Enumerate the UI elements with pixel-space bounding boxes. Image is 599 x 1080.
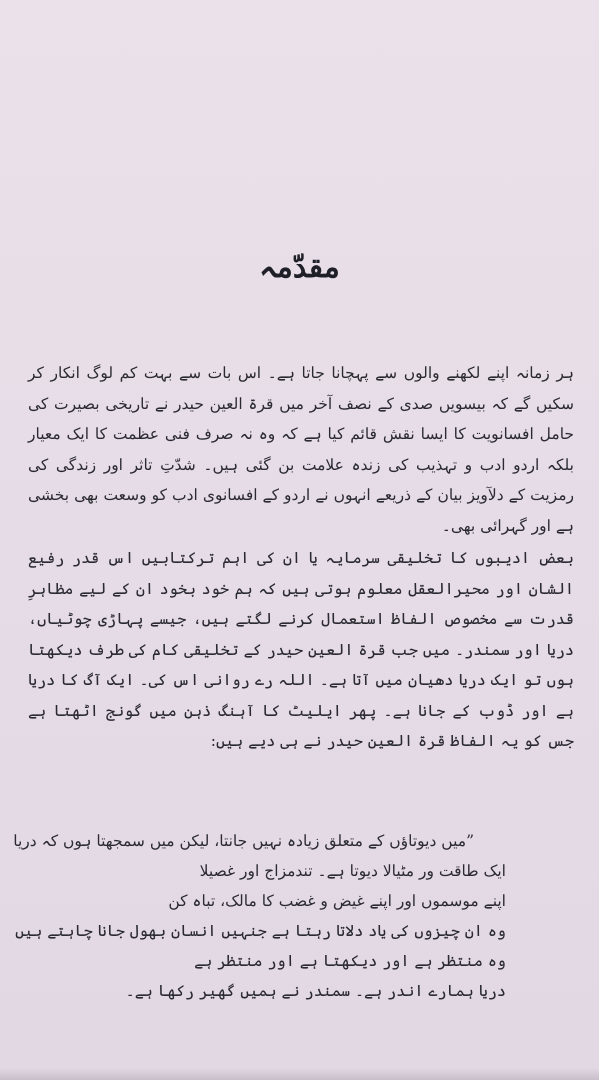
paragraph-2: بعض ادیبوں کا تخلیقی سرمایہ یا ان کی اہم ترکتابیں اس قدر رفیع الشان اور محیرالعقل معلوم ہوتی ہیں کہ ہم خود بخود ان کے لیے مظاہرِ قدرت سے مخصوص الفاظ استعمال کرنے لگتے ہیں، جیسے پہاڑی چوٹیاں، دریا اور سمندر۔ میں جب قرۃ العین حیدر کے تخلیقی کام کی طرف دیکھتا ہوں تو ایک دریا دھیان میں آتا ہے۔ اللہ رے روانی اس کی۔ ایک آگ کا دریا ہے اور ڈوب کے جانا ہے۔ پھر ایلیٹ کا آہنگ ذہن میں گونج اٹھتا ہے جس کو یہ الفاظ قرۃ العین حیدر نے ہی دیے ہیں:: [28, 549, 574, 750]
poem-line: ایک طاقت ور مٹیالا دیوتا ہے۔ تندمزاج اور غصیلا: [199, 862, 506, 880]
poem-line: اپنے موسموں اور اپنے غیض و غضب کا مالک، تباہ کن: [168, 892, 506, 910]
poem-line: وہ منتظر ہے اور دیکھتا ہے اور منتظر ہے: [194, 952, 506, 970]
poem-line: ”میں دیوتاؤں کے متعلق زیادہ نہیں جانتا، لیکن میں سمجھتا ہوں کہ دریا: [13, 832, 474, 850]
page-edge-shadow: [0, 1068, 599, 1080]
quoted-poem: [13, 826, 520, 1006]
page-title: مقدّمہ: [259, 250, 340, 285]
body-text: [28, 358, 574, 757]
poem-line: دریا ہمارے اندر ہے۔ سمندر نے ہمیں گھیر رکھا ہے۔: [125, 982, 506, 1000]
paragraph-1: ہر زمانہ اپنے لکھنے والوں سے پہچانا جاتا ہے۔ اس بات سے بہت کم لوگ انکار کر سکیں گے کہ بیسویں صدی کے نصف آخر میں قرۃ العین حیدر نے تاریخی بصیرت کی حامل افسانویت کا ایسا نقش قائم کیا ہے کہ وہ نہ صرف فنی عظمت کا ایک معیار بلکہ اردو ادب و تہذیب کی زندہ علامت بن گئی ہیں۔ شدّتِ تاثر اور زندگی کی رمزیت کے دلآویز بیان کے ذریعے انہوں نے اردو کے افسانوی ادب کو وسعت بھی بخشی ہے اور گہرائی بھی۔: [28, 364, 574, 535]
poem-line: وہ ان چیزوں کی یاد دلاتا رہتا ہے جنہیں انسان بھول جانا چاہتے ہیں: [15, 922, 506, 940]
